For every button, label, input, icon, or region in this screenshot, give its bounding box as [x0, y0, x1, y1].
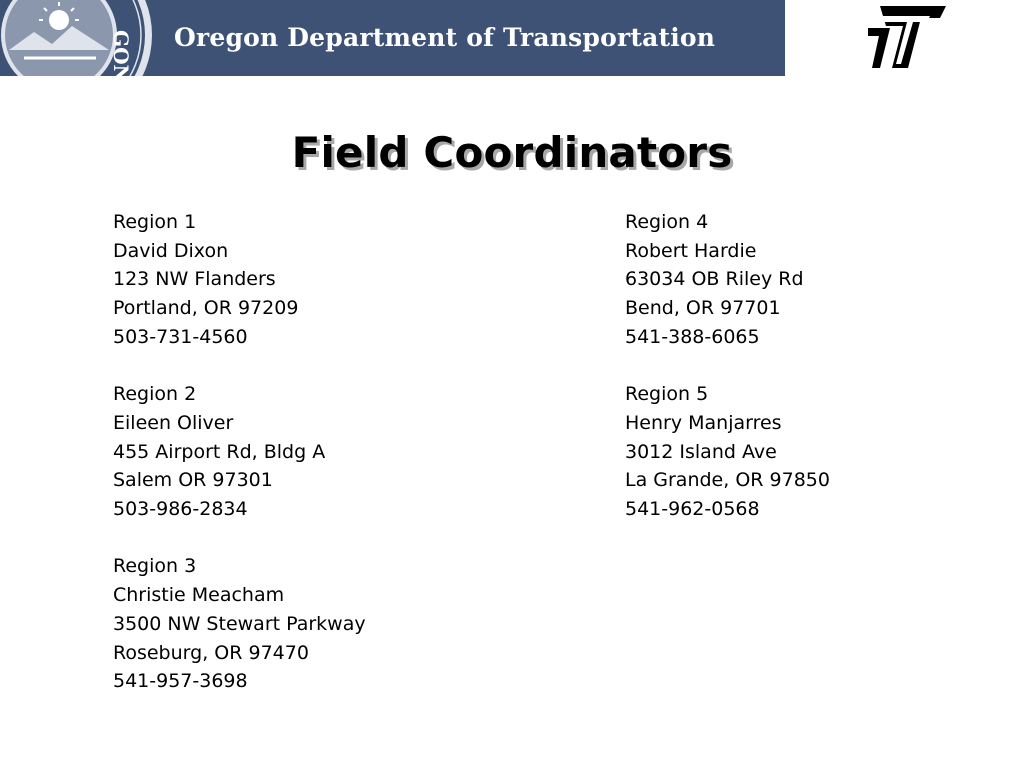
region-block	[113, 380, 366, 524]
phone-number: 541-388-6065	[625, 325, 760, 348]
phone-number: 503-731-4560	[113, 325, 248, 348]
city-state-zip: Salem OR 97301	[113, 469, 273, 492]
banner-title: Oregon Department of Transportation	[174, 23, 716, 52]
region-label: Region 4	[625, 211, 709, 233]
region-block	[625, 208, 830, 352]
phone-number: 541-962-0568	[625, 498, 760, 521]
coordinator-name: Christie Meacham	[113, 584, 285, 607]
coordinator-name: Robert Hardie	[625, 239, 757, 262]
header-banner	[0, 0, 785, 83]
city-state-zip: Portland, OR 97209	[113, 297, 299, 320]
region-block	[113, 552, 366, 696]
street-address: 455 Airport Rd, Bldg A	[113, 440, 326, 463]
coordinator-name: Henry Manjarres	[625, 411, 782, 434]
left-column	[113, 208, 366, 725]
street-address: 63034 OB Riley Rd	[625, 268, 804, 291]
region-block	[113, 208, 366, 352]
city-state-zip: Bend, OR 97701	[625, 297, 781, 320]
street-address: 123 NW Flanders	[113, 268, 276, 291]
city-state-zip: La Grande, OR 97850	[625, 469, 830, 492]
region-label: Region 3	[113, 555, 197, 578]
region-label: Region 5	[625, 383, 709, 406]
city-state-zip: Roseburg, OR 97470	[113, 641, 309, 664]
coordinator-name: Eileen Oliver	[113, 411, 234, 434]
seal-lettering: GON	[109, 30, 133, 83]
street-address: 3500 NW Stewart Parkway	[113, 612, 366, 635]
phone-number: 503-986-2834	[113, 498, 248, 521]
odot-logo-icon	[866, 4, 948, 72]
region-label: Region 2	[113, 383, 197, 406]
phone-number: 541-957-3698	[113, 670, 248, 693]
region-label: Region 1	[113, 211, 197, 233]
page-title: Field Coordinators	[291, 128, 733, 177]
oregon-state-seal-icon	[0, 0, 154, 83]
street-address: 3012 Island Ave	[625, 440, 777, 463]
region-block	[625, 380, 830, 524]
right-column	[625, 208, 830, 552]
coordinator-name: David Dixon	[113, 239, 229, 262]
